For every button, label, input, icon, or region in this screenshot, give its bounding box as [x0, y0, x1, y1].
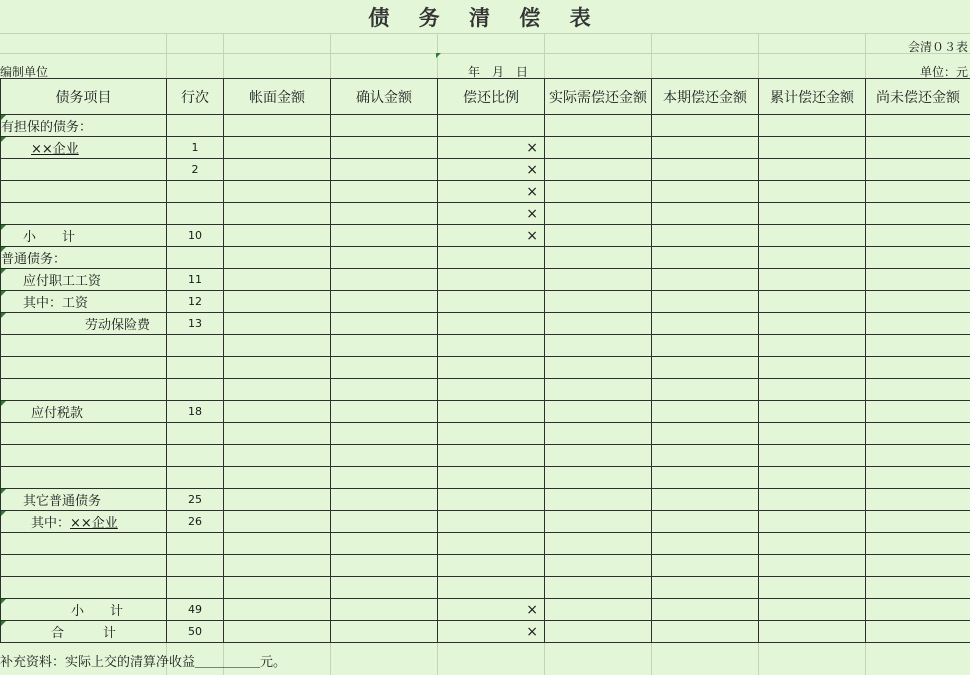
amount-cell[interactable]	[224, 555, 331, 577]
amount-cell[interactable]	[224, 511, 331, 533]
amount-cell[interactable]	[331, 225, 438, 247]
repayment-ratio-cell[interactable]	[438, 357, 545, 379]
amount-cell[interactable]	[759, 203, 866, 225]
debt-item-label: 有担保的债务：	[1, 120, 93, 135]
amount-cell[interactable]	[652, 621, 759, 643]
debt-item-label: 其它普通债务	[23, 494, 102, 509]
table-row	[1, 291, 970, 313]
amount-cell[interactable]	[866, 181, 970, 203]
amount-cell[interactable]	[652, 445, 759, 467]
amount-cell[interactable]	[331, 335, 438, 357]
debt-item-cell[interactable]	[1, 203, 167, 225]
cell-comment-marker	[1, 621, 6, 626]
debt-item-cell[interactable]	[1, 467, 167, 489]
amount-cell[interactable]	[652, 203, 759, 225]
date-label: 年 月 日	[468, 65, 529, 79]
form-code: 会清０３表	[907, 40, 968, 54]
debt-item-cell[interactable]	[1, 159, 167, 181]
amount-cell[interactable]	[224, 423, 331, 445]
debt-item-label: ××企业	[31, 142, 79, 157]
cell-comment-marker	[1, 291, 6, 296]
line-number-cell[interactable]	[167, 423, 224, 445]
line-number-cell[interactable]: 10	[167, 225, 224, 247]
header-row	[1, 79, 970, 115]
debt-item-cell[interactable]	[1, 357, 167, 379]
amount-cell[interactable]	[759, 533, 866, 555]
amount-cell[interactable]	[224, 445, 331, 467]
cell-comment-marker	[1, 401, 6, 406]
cell-comment-marker	[436, 53, 441, 58]
repayment-ratio-cell[interactable]: ×	[438, 621, 545, 643]
amount-cell[interactable]	[759, 335, 866, 357]
amount-cell[interactable]	[545, 511, 652, 533]
column-header: 尚未偿还金额	[866, 79, 970, 115]
table-row	[1, 577, 970, 599]
amount-cell[interactable]	[545, 467, 652, 489]
amount-cell[interactable]	[652, 335, 759, 357]
amount-cell[interactable]	[866, 269, 970, 291]
repayment-ratio-cell[interactable]: ×	[438, 599, 545, 621]
cell-comment-marker	[1, 247, 6, 252]
amount-cell[interactable]	[759, 181, 866, 203]
debt-item-cell[interactable]	[1, 137, 167, 159]
amount-cell[interactable]	[759, 401, 866, 423]
amount-cell[interactable]	[545, 489, 652, 511]
repayment-ratio-cell[interactable]	[438, 379, 545, 401]
debt-item-cell[interactable]	[1, 423, 167, 445]
amount-cell[interactable]	[866, 445, 970, 467]
amount-cell[interactable]	[759, 445, 866, 467]
line-number-cell[interactable]: 18	[167, 401, 224, 423]
amount-cell[interactable]	[224, 379, 331, 401]
repayment-ratio-cell[interactable]: ×	[438, 203, 545, 225]
repayment-ratio-cell[interactable]	[438, 313, 545, 335]
debt-item-cell[interactable]	[1, 511, 167, 533]
amount-cell[interactable]	[652, 225, 759, 247]
table-row	[1, 313, 970, 335]
amount-cell[interactable]	[545, 247, 652, 269]
amount-cell[interactable]	[545, 203, 652, 225]
amount-cell[interactable]	[331, 555, 438, 577]
amount-cell[interactable]	[545, 291, 652, 313]
amount-cell[interactable]	[224, 159, 331, 181]
amount-cell[interactable]	[759, 269, 866, 291]
amount-cell[interactable]	[545, 225, 652, 247]
amount-cell[interactable]	[545, 115, 652, 137]
amount-cell[interactable]	[331, 379, 438, 401]
amount-cell[interactable]	[652, 291, 759, 313]
amount-cell[interactable]	[331, 291, 438, 313]
amount-cell[interactable]	[866, 555, 970, 577]
amount-cell[interactable]	[652, 115, 759, 137]
amount-cell[interactable]	[331, 577, 438, 599]
debt-item-cell[interactable]	[1, 489, 167, 511]
amount-cell[interactable]	[331, 423, 438, 445]
amount-cell[interactable]	[866, 203, 970, 225]
line-number-cell[interactable]	[167, 115, 224, 137]
debt-item-cell[interactable]	[1, 335, 167, 357]
amount-cell[interactable]	[866, 247, 970, 269]
amount-cell[interactable]	[224, 335, 331, 357]
amount-cell[interactable]	[866, 357, 970, 379]
debt-item-cell[interactable]	[1, 269, 167, 291]
debt-item-cell[interactable]	[1, 555, 167, 577]
line-number-cell[interactable]	[167, 181, 224, 203]
cell-comment-marker	[1, 269, 6, 274]
repayment-ratio-cell[interactable]	[438, 555, 545, 577]
amount-cell[interactable]	[866, 401, 970, 423]
repayment-ratio-cell[interactable]: ×	[438, 225, 545, 247]
line-number-cell[interactable]	[167, 533, 224, 555]
amount-cell[interactable]	[652, 511, 759, 533]
amount-cell[interactable]	[545, 159, 652, 181]
table-row	[1, 379, 970, 401]
amount-cell[interactable]	[224, 313, 331, 335]
amount-cell[interactable]	[545, 181, 652, 203]
debt-item-cell[interactable]	[1, 401, 167, 423]
amount-cell[interactable]	[652, 423, 759, 445]
repayment-ratio-cell[interactable]	[438, 511, 545, 533]
gridline-horizontal	[0, 33, 970, 34]
amount-cell[interactable]	[759, 115, 866, 137]
line-number-cell[interactable]: 2	[167, 159, 224, 181]
amount-cell[interactable]	[866, 621, 970, 643]
line-number-cell[interactable]	[167, 379, 224, 401]
amount-cell[interactable]	[866, 423, 970, 445]
amount-cell[interactable]	[866, 577, 970, 599]
table-row	[1, 423, 970, 445]
amount-cell[interactable]	[224, 247, 331, 269]
amount-cell[interactable]	[545, 445, 652, 467]
amount-cell[interactable]	[545, 357, 652, 379]
amount-cell[interactable]	[759, 511, 866, 533]
currency-unit-label: 单位：元	[919, 65, 968, 79]
table-body	[1, 115, 970, 643]
amount-cell[interactable]	[545, 423, 652, 445]
amount-cell[interactable]	[866, 379, 970, 401]
column-header: 偿还比例	[438, 79, 545, 115]
amount-cell[interactable]	[331, 357, 438, 379]
amount-cell[interactable]	[331, 445, 438, 467]
amount-cell[interactable]	[652, 313, 759, 335]
amount-cell[interactable]	[866, 159, 970, 181]
amount-cell[interactable]	[652, 401, 759, 423]
amount-cell[interactable]	[652, 269, 759, 291]
amount-cell[interactable]	[331, 137, 438, 159]
repayment-ratio-cell[interactable]	[438, 247, 545, 269]
amount-cell[interactable]	[224, 401, 331, 423]
debt-item-cell[interactable]	[1, 577, 167, 599]
table-row	[1, 247, 970, 269]
debt-item-cell[interactable]	[1, 313, 167, 335]
column-header: 本期偿还金额	[652, 79, 759, 115]
repayment-ratio-cell[interactable]	[438, 291, 545, 313]
amount-cell[interactable]	[652, 379, 759, 401]
page-title: 债 务 清 偿 表	[0, 0, 970, 33]
amount-cell[interactable]	[545, 401, 652, 423]
table-row	[1, 445, 970, 467]
debt-item-label: 其中：工资	[23, 296, 89, 311]
line-number-cell[interactable]	[167, 555, 224, 577]
amount-cell[interactable]	[866, 137, 970, 159]
amount-cell[interactable]	[652, 467, 759, 489]
repayment-ratio-cell[interactable]: ×	[438, 137, 545, 159]
column-header: 累计偿还金额	[759, 79, 866, 115]
debt-item-label: 合 计	[51, 626, 117, 641]
repayment-ratio-cell[interactable]	[438, 269, 545, 291]
amount-cell[interactable]	[331, 621, 438, 643]
amount-cell[interactable]	[331, 467, 438, 489]
debt-item-label: 小 计	[71, 604, 124, 619]
amount-cell[interactable]	[545, 533, 652, 555]
amount-cell[interactable]	[331, 511, 438, 533]
amount-cell[interactable]	[224, 357, 331, 379]
line-number-cell[interactable]	[167, 357, 224, 379]
amount-cell[interactable]	[545, 577, 652, 599]
amount-cell[interactable]	[759, 357, 866, 379]
cell-comment-marker	[1, 511, 6, 516]
amount-cell[interactable]	[545, 379, 652, 401]
debt-item-cell[interactable]	[1, 599, 167, 621]
table-row	[1, 115, 970, 137]
amount-cell[interactable]	[224, 489, 331, 511]
amount-cell[interactable]	[331, 181, 438, 203]
table-row	[1, 599, 970, 621]
amount-cell[interactable]	[545, 269, 652, 291]
table-row	[1, 159, 970, 181]
table-row	[1, 357, 970, 379]
line-number-cell[interactable]: 11	[167, 269, 224, 291]
amount-cell[interactable]	[331, 599, 438, 621]
line-number-cell[interactable]	[167, 203, 224, 225]
amount-cell[interactable]	[545, 335, 652, 357]
line-number-cell[interactable]: 1	[167, 137, 224, 159]
amount-cell[interactable]	[331, 401, 438, 423]
amount-cell[interactable]	[652, 555, 759, 577]
debt-item-cell[interactable]	[1, 247, 167, 269]
amount-cell[interactable]	[866, 511, 970, 533]
amount-cell[interactable]	[759, 467, 866, 489]
amount-cell[interactable]	[759, 291, 866, 313]
amount-cell[interactable]	[759, 225, 866, 247]
gridline-horizontal	[0, 53, 970, 54]
amount-cell[interactable]	[866, 599, 970, 621]
cell-comment-marker	[1, 115, 6, 120]
amount-cell[interactable]	[652, 357, 759, 379]
line-number-cell[interactable]	[167, 577, 224, 599]
cell-comment-marker	[1, 137, 6, 142]
amount-cell[interactable]	[652, 533, 759, 555]
amount-cell[interactable]	[224, 577, 331, 599]
column-header: 帐面金额	[224, 79, 331, 115]
amount-cell[interactable]	[652, 577, 759, 599]
debt-item-label: 应付税款	[31, 406, 84, 421]
debt-item-cell[interactable]	[1, 445, 167, 467]
amount-cell[interactable]	[866, 533, 970, 555]
amount-cell[interactable]	[545, 313, 652, 335]
amount-cell[interactable]	[224, 225, 331, 247]
table-row	[1, 269, 970, 291]
amount-cell[interactable]	[331, 533, 438, 555]
debt-item-cell[interactable]	[1, 115, 167, 137]
table-row	[1, 335, 970, 357]
amount-cell[interactable]	[331, 269, 438, 291]
debt-item-cell[interactable]	[1, 291, 167, 313]
cell-comment-marker	[1, 313, 6, 318]
table-row	[1, 533, 970, 555]
amount-cell[interactable]	[759, 379, 866, 401]
debt-repayment-table	[0, 78, 970, 643]
amount-cell[interactable]	[866, 291, 970, 313]
amount-cell[interactable]	[759, 621, 866, 643]
repayment-ratio-cell[interactable]	[438, 467, 545, 489]
amount-cell[interactable]	[759, 313, 866, 335]
repayment-ratio-cell[interactable]	[438, 577, 545, 599]
amount-cell[interactable]	[652, 159, 759, 181]
amount-cell[interactable]	[331, 247, 438, 269]
line-number-cell[interactable]	[167, 247, 224, 269]
compiling-unit-label: 编制单位	[0, 65, 49, 79]
amount-cell[interactable]	[652, 137, 759, 159]
amount-cell[interactable]	[331, 489, 438, 511]
amount-cell[interactable]	[759, 555, 866, 577]
amount-cell[interactable]	[866, 313, 970, 335]
amount-cell[interactable]	[866, 115, 970, 137]
debt-item-label: 应付职工工资	[23, 274, 102, 289]
amount-cell[interactable]	[759, 423, 866, 445]
amount-cell[interactable]	[759, 159, 866, 181]
line-number-cell[interactable]: 49	[167, 599, 224, 621]
amount-cell[interactable]	[759, 599, 866, 621]
table-row	[1, 511, 970, 533]
amount-cell[interactable]	[331, 203, 438, 225]
amount-cell[interactable]	[224, 467, 331, 489]
amount-cell[interactable]	[866, 225, 970, 247]
repayment-ratio-cell[interactable]	[438, 489, 545, 511]
amount-cell[interactable]	[224, 533, 331, 555]
amount-cell[interactable]	[224, 291, 331, 313]
cell-comment-marker	[1, 599, 6, 604]
table-row	[1, 225, 970, 247]
amount-cell[interactable]	[331, 115, 438, 137]
amount-cell[interactable]	[652, 489, 759, 511]
line-number-cell[interactable]: 26	[167, 511, 224, 533]
amount-cell[interactable]	[331, 313, 438, 335]
repayment-ratio-cell[interactable]	[438, 401, 545, 423]
line-number-cell[interactable]: 25	[167, 489, 224, 511]
cell-comment-marker	[1, 489, 6, 494]
column-header: 确认金额	[331, 79, 438, 115]
table-row	[1, 137, 970, 159]
amount-cell[interactable]	[331, 159, 438, 181]
table-row	[1, 489, 970, 511]
debt-item-cell[interactable]	[1, 181, 167, 203]
cell-comment-marker	[1, 225, 6, 230]
debt-item-label: 小 计	[23, 230, 76, 245]
table-row	[1, 555, 970, 577]
table-row	[1, 203, 970, 225]
repayment-ratio-cell[interactable]	[438, 445, 545, 467]
line-number-cell[interactable]	[167, 335, 224, 357]
amount-cell[interactable]	[224, 621, 331, 643]
amount-cell[interactable]	[545, 555, 652, 577]
table-row	[1, 467, 970, 489]
amount-cell[interactable]	[224, 115, 331, 137]
debt-item-label: 其中：××企业	[31, 516, 118, 531]
table-row	[1, 401, 970, 423]
repayment-ratio-cell[interactable]	[438, 533, 545, 555]
supplementary-note: 补充资料：实际上交的清算净收益＿＿＿＿＿元。	[0, 655, 287, 670]
amount-cell[interactable]	[224, 599, 331, 621]
amount-cell[interactable]	[866, 467, 970, 489]
debt-item-cell[interactable]	[1, 621, 167, 643]
column-header: 行次	[167, 79, 224, 115]
table-row	[1, 621, 970, 643]
debt-item-cell[interactable]	[1, 379, 167, 401]
repayment-ratio-cell[interactable]	[438, 423, 545, 445]
debt-item-cell[interactable]	[1, 533, 167, 555]
amount-cell[interactable]	[652, 599, 759, 621]
amount-cell[interactable]	[866, 335, 970, 357]
debt-item-label: 劳动保险费	[85, 318, 151, 333]
amount-cell[interactable]	[759, 489, 866, 511]
amount-cell[interactable]	[224, 181, 331, 203]
line-number-cell[interactable]: 13	[167, 313, 224, 335]
line-number-cell[interactable]	[167, 445, 224, 467]
repayment-ratio-cell[interactable]: ×	[438, 181, 545, 203]
repayment-ratio-cell[interactable]	[438, 335, 545, 357]
repayment-ratio-cell[interactable]	[438, 115, 545, 137]
line-number-cell[interactable]	[167, 467, 224, 489]
amount-cell[interactable]	[759, 247, 866, 269]
amount-cell[interactable]	[224, 203, 331, 225]
amount-cell[interactable]	[545, 621, 652, 643]
line-number-cell[interactable]: 50	[167, 621, 224, 643]
column-header: 实际需偿还金额	[545, 79, 652, 115]
amount-cell[interactable]	[759, 137, 866, 159]
debt-item-label: 普通债务：	[1, 252, 67, 267]
amount-cell[interactable]	[652, 247, 759, 269]
repayment-ratio-cell[interactable]: ×	[438, 159, 545, 181]
column-header: 债务项目	[1, 79, 167, 115]
amount-cell[interactable]	[759, 577, 866, 599]
amount-cell[interactable]	[652, 181, 759, 203]
amount-cell[interactable]	[545, 599, 652, 621]
amount-cell[interactable]	[224, 137, 331, 159]
line-number-cell[interactable]: 12	[167, 291, 224, 313]
table-row	[1, 181, 970, 203]
amount-cell[interactable]	[224, 269, 331, 291]
debt-item-cell[interactable]	[1, 225, 167, 247]
amount-cell[interactable]	[866, 489, 970, 511]
amount-cell[interactable]	[545, 137, 652, 159]
